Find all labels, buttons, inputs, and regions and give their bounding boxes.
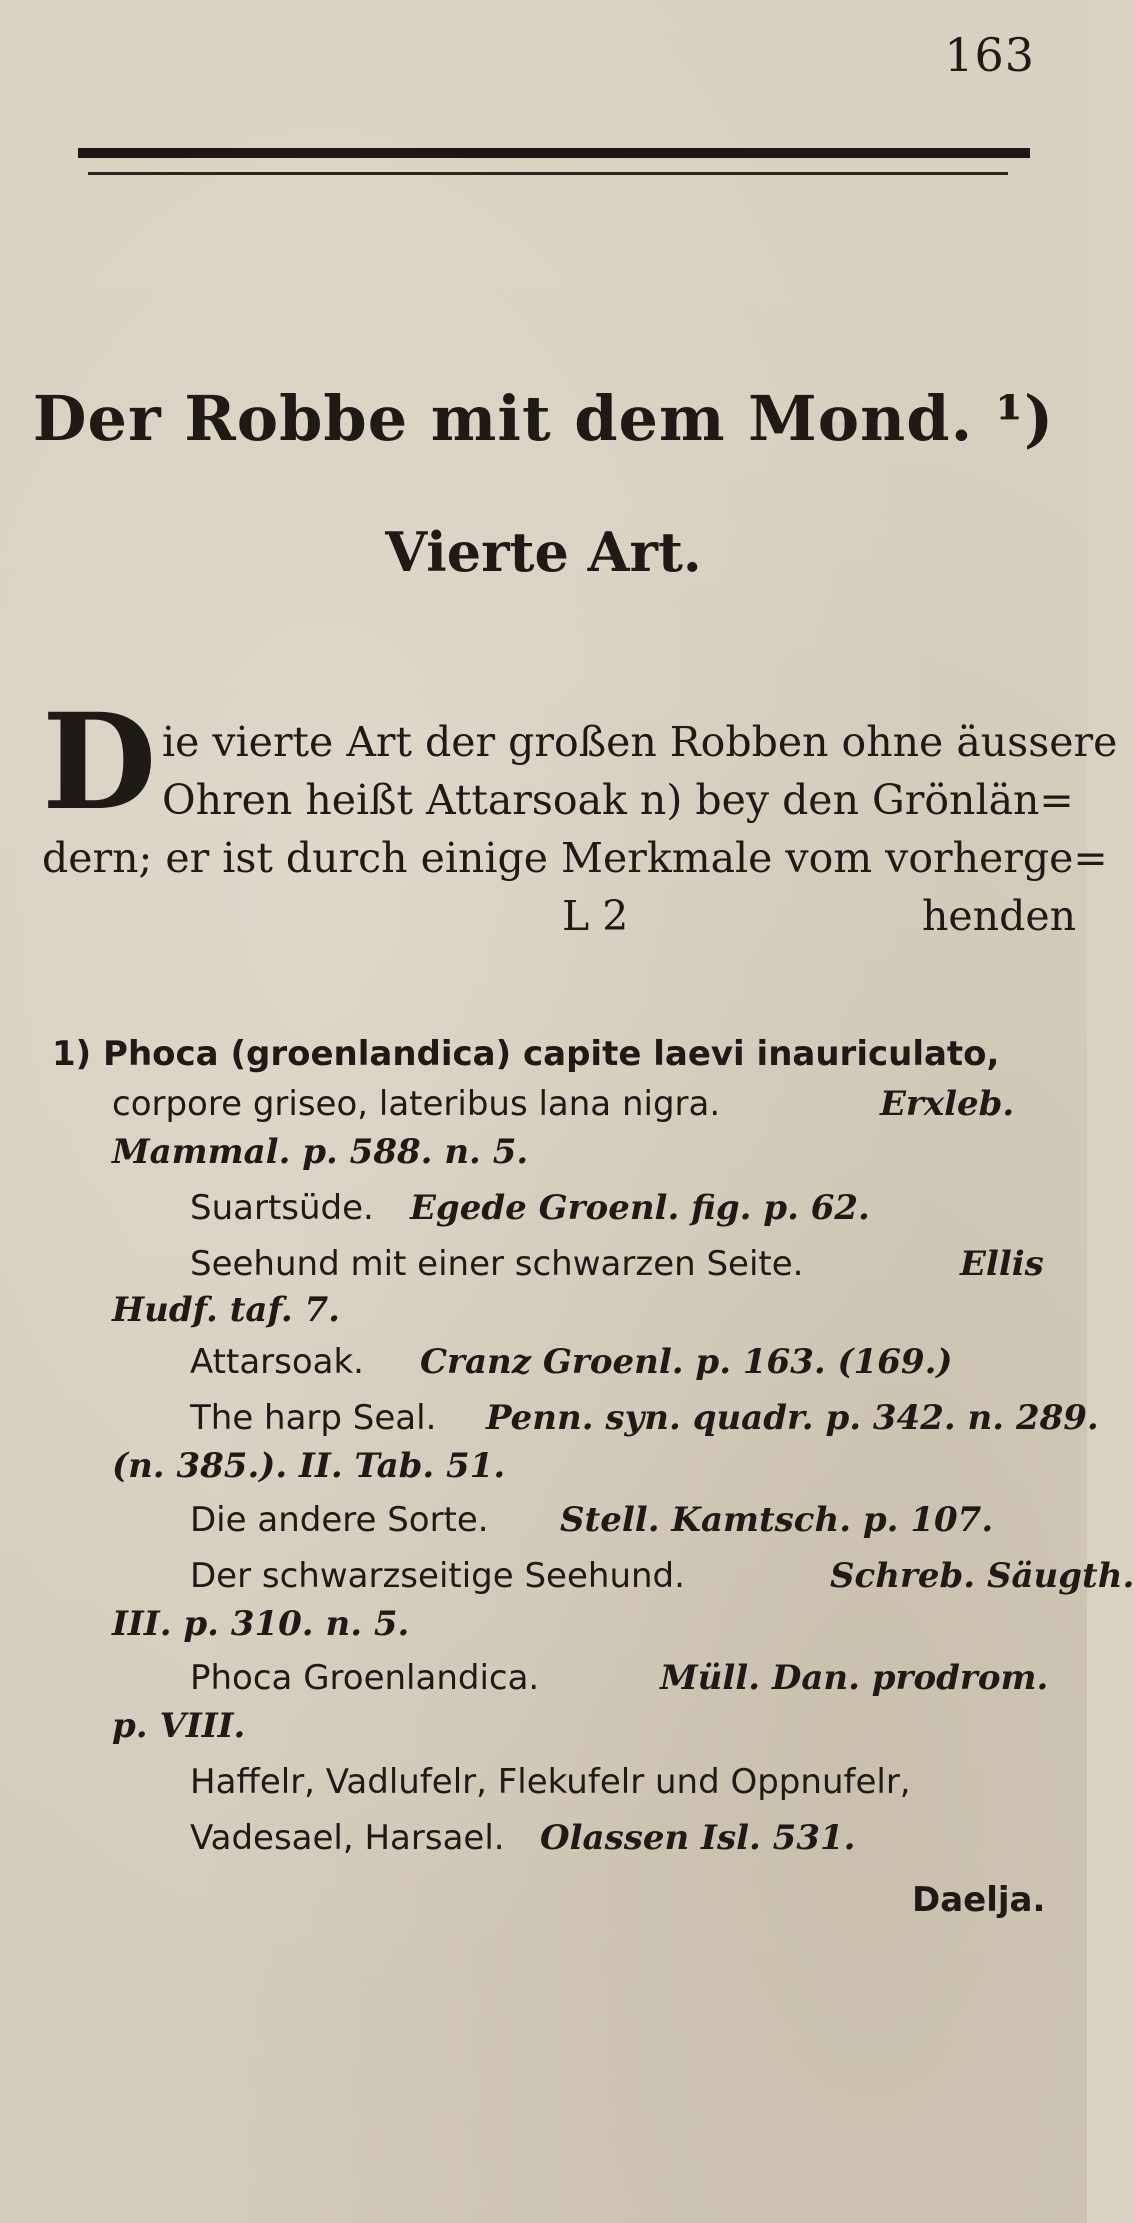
footnote-line (112, 1706, 245, 1746)
footnote-text: Seehund mit einer schwarzen Seite. (190, 1244, 804, 1284)
footnote-text: Haffelr, Vadlufelr, Flekufelr und Oppnufelr, (190, 1762, 911, 1802)
footnote-text: 1) Phoca (groenlandica) capite laevi inauriculato, (52, 1034, 1000, 1074)
footnote-line (486, 1398, 1099, 1438)
footnote-line (190, 1818, 505, 1858)
footnote-text: Attarsoak. (190, 1342, 364, 1382)
footnote-line (410, 1188, 870, 1228)
footnote-citation: Stell. Kamtsch. p. 107. (560, 1500, 994, 1540)
chapter-title: Der Robbe mit dem Mond. ¹) (32, 382, 1055, 455)
footnote-citation: Hudf. taf. 7. (112, 1290, 341, 1330)
catchword (912, 1880, 1045, 1920)
footnote-citation: Mammal. p. 588. n. 5. (112, 1132, 529, 1172)
footnote-line (540, 1818, 855, 1858)
body-line: ie vierte Art der großen Robben ohne äussere (162, 718, 1118, 766)
footnote-line (190, 1188, 374, 1228)
footnote-line (190, 1762, 911, 1802)
footnote-line (112, 1084, 720, 1124)
footnote-citation: Penn. syn. quadr. p. 342. n. 289. (486, 1398, 1099, 1438)
footnote-text: Die andere Sorte. (190, 1500, 489, 1540)
footnote-citation: III. p. 310. n. 5. (112, 1604, 410, 1644)
footnote-line (112, 1132, 528, 1172)
footnote-citation: Olassen Isl. 531. (540, 1818, 856, 1858)
footnote-citation: p. VIII. (112, 1706, 246, 1746)
body-line: dern; er ist durch einige Merkmale vom vorherge= (42, 834, 1108, 882)
footnote-line (190, 1342, 364, 1382)
catchword: henden (922, 892, 1076, 940)
footnote-citation: Müll. Dan. prodrom. (660, 1658, 1049, 1698)
footnote-citation: Erxleb. (880, 1084, 1015, 1124)
page-number: 163 (944, 28, 1035, 82)
footnote-text: Vadesael, Harsael. (190, 1818, 505, 1858)
footnote-text: Daelja. (912, 1880, 1046, 1920)
body-line: Ohren heißt Attarsoak n) bey den Grönlän= (162, 776, 1074, 824)
header-rule (78, 148, 1030, 158)
drop-cap: D (42, 685, 157, 840)
footnote-text: Suartsüde. (190, 1188, 374, 1228)
footnote-line (190, 1244, 803, 1284)
footnote-text: corpore griseo, lateribus lana nigra. (112, 1084, 721, 1124)
footnote-line (112, 1604, 409, 1644)
footnote-citation: (n. 385.). II. Tab. 51. (112, 1446, 506, 1486)
footnote-text: Phoca Groenlandica. (190, 1658, 540, 1698)
chapter-subtitle: Vierte Art. (385, 520, 702, 584)
footnote-line (830, 1556, 1134, 1596)
footnote-line (190, 1500, 489, 1540)
footnote-citation: Schreb. Säugth. (830, 1556, 1134, 1596)
footnote-line (960, 1244, 1044, 1284)
footnote-line (52, 1034, 999, 1074)
footnote-line (420, 1342, 953, 1382)
footnote-line (660, 1658, 1048, 1698)
footnote-line (190, 1556, 685, 1596)
footnote-text: The harp Seal. (190, 1398, 437, 1438)
footnote-line (112, 1446, 505, 1486)
header-rule-thin (88, 172, 1008, 175)
signature-mark: L 2 (562, 892, 629, 940)
footnote-citation: Cranz Groenl. p. 163. (169.) (420, 1342, 953, 1382)
footnote-line (112, 1290, 340, 1330)
footnote-text: Der schwarzseitige Seehund. (190, 1556, 685, 1596)
footnote-line (880, 1084, 1014, 1124)
footnote-citation: Ellis (960, 1244, 1044, 1284)
footnote-line (190, 1398, 436, 1438)
footnote-line (560, 1500, 993, 1540)
footnote-citation: Egede Groenl. fig. p. 62. (410, 1188, 870, 1228)
footnote-line (190, 1658, 539, 1698)
